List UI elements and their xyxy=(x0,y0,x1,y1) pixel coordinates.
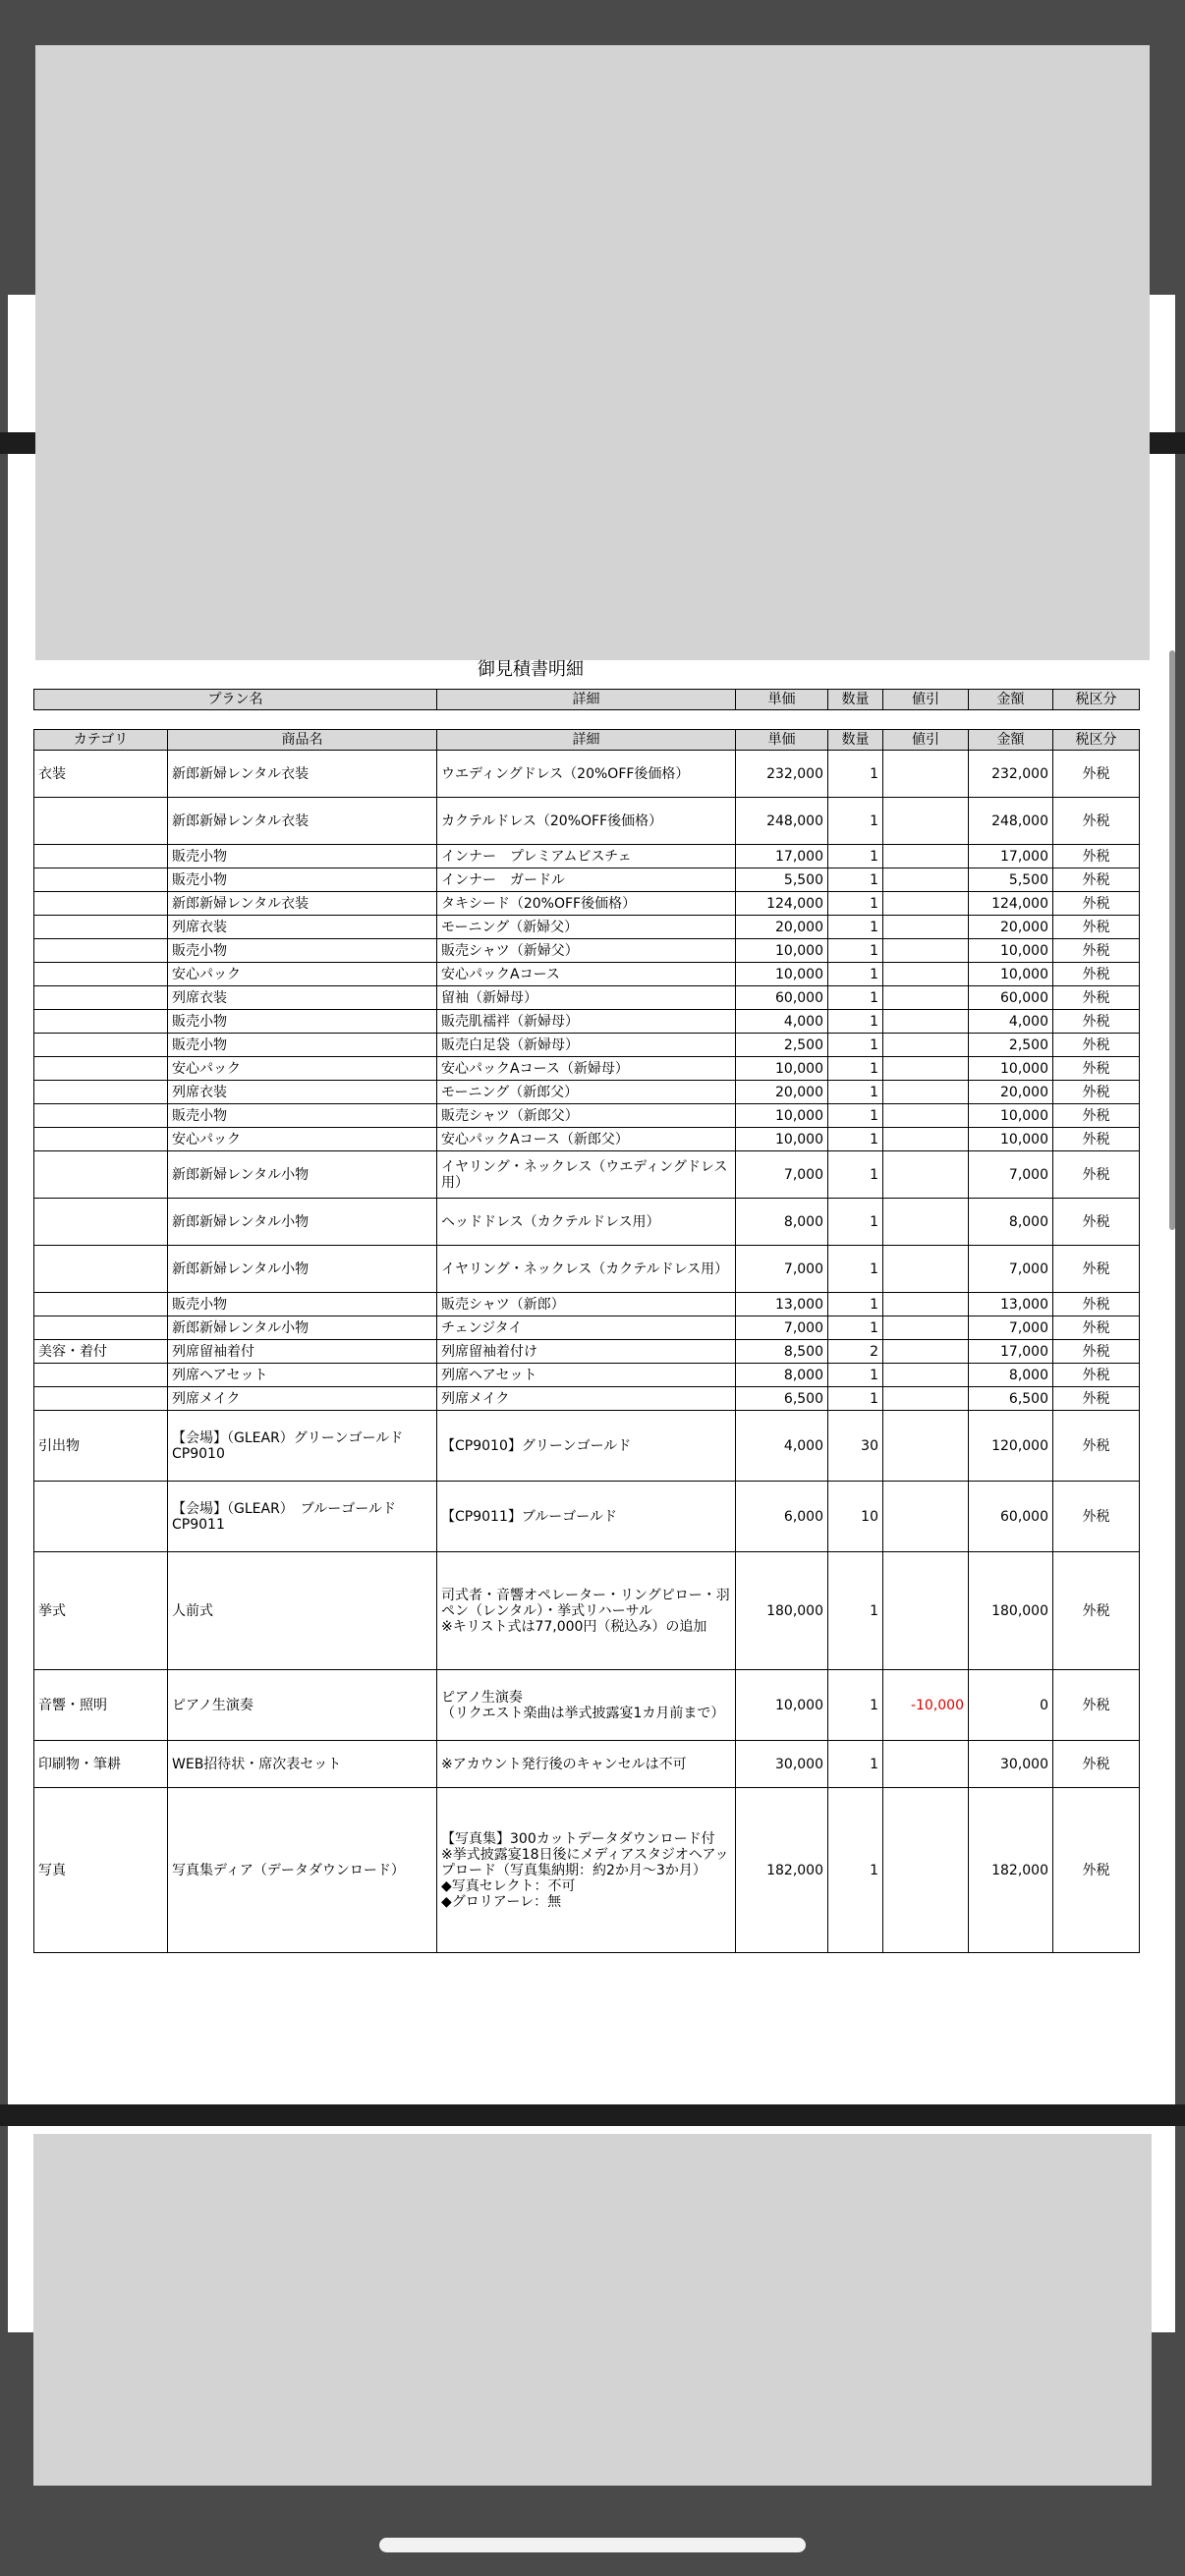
cell-tax-class: 外税 xyxy=(1053,1057,1140,1081)
table-row xyxy=(34,1741,1140,1788)
cell-category xyxy=(34,892,168,916)
cell-discount xyxy=(883,1034,969,1057)
header-tax-class: 税区分 xyxy=(1053,730,1140,751)
cell-quantity: 1 xyxy=(828,751,883,798)
cell-tax-class: 外税 xyxy=(1053,1151,1140,1199)
cell-discount xyxy=(883,916,969,939)
table-row xyxy=(34,1340,1140,1364)
table-row xyxy=(34,845,1140,868)
cell-discount xyxy=(883,751,969,798)
cell-product-name: 安心パック xyxy=(168,1128,437,1151)
cell-product-name: 販売小物 xyxy=(168,1010,437,1034)
cell-product-name: 新郎新婦レンタル小物 xyxy=(168,1199,437,1246)
cell-product-name: 販売小物 xyxy=(168,1104,437,1128)
cell-category xyxy=(34,1316,168,1340)
cell-tax-class: 外税 xyxy=(1053,1670,1140,1741)
cell-category xyxy=(34,916,168,939)
cell-category xyxy=(34,1387,168,1411)
cell-unit-price: 6,000 xyxy=(736,1482,828,1552)
cell-detail: 司式者・音響オペレーター・リングピロー・羽ペン（レンタル）・挙式リハーサル ※キリスト式は77,000円（税込み）の追加 xyxy=(437,1552,736,1670)
cell-category xyxy=(34,845,168,868)
cell-product-name: WEB招待状・席次表セット xyxy=(168,1741,437,1788)
cell-amount: 5,500 xyxy=(969,868,1053,892)
cell-amount: 17,000 xyxy=(969,845,1053,868)
table-row xyxy=(34,1293,1140,1316)
cell-quantity: 1 xyxy=(828,1316,883,1340)
cell-amount: 8,000 xyxy=(969,1199,1053,1246)
table-row xyxy=(34,1010,1140,1034)
cell-detail: 販売白足袋（新婦母） xyxy=(437,1034,736,1057)
cell-discount xyxy=(883,868,969,892)
header-discount: 値引 xyxy=(883,690,969,710)
cell-category xyxy=(34,1364,168,1387)
cell-tax-class: 外税 xyxy=(1053,1081,1140,1104)
cell-detail: 安心パックAコース（新婦母） xyxy=(437,1057,736,1081)
cell-discount xyxy=(883,1340,969,1364)
cell-amount: 0 xyxy=(969,1670,1053,1741)
cell-tax-class: 外税 xyxy=(1053,751,1140,798)
cell-product-name: 【会場】（GLEAR） ブルーゴールド CP9011 xyxy=(168,1482,437,1552)
cell-amount: 6,500 xyxy=(969,1387,1053,1411)
cell-quantity: 1 xyxy=(828,1010,883,1034)
cell-detail: イヤリング・ネックレス（ウエディングドレス用） xyxy=(437,1151,736,1199)
cell-tax-class: 外税 xyxy=(1053,1788,1140,1953)
detail-table-header xyxy=(34,730,1140,751)
cell-category: 音響・照明 xyxy=(34,1670,168,1741)
cell-quantity: 30 xyxy=(828,1411,883,1482)
header-tax-class: 税区分 xyxy=(1053,690,1140,710)
header-detail: 詳細 xyxy=(437,690,736,710)
cell-unit-price: 60,000 xyxy=(736,986,828,1010)
cell-unit-price: 232,000 xyxy=(736,751,828,798)
cell-quantity: 1 xyxy=(828,963,883,986)
cell-category xyxy=(34,1057,168,1081)
table-row xyxy=(34,1552,1140,1670)
cell-tax-class: 外税 xyxy=(1053,1104,1140,1128)
cell-detail: ヘッドドレス（カクテルドレス用） xyxy=(437,1199,736,1246)
cell-discount xyxy=(883,1057,969,1081)
cell-product-name: 新郎新婦レンタル衣装 xyxy=(168,892,437,916)
cell-product-name: 列席衣装 xyxy=(168,916,437,939)
detail-table xyxy=(33,729,1140,1953)
table-row xyxy=(34,1411,1140,1482)
cell-unit-price: 10,000 xyxy=(736,939,828,963)
cell-detail: 列席ヘアセット xyxy=(437,1364,736,1387)
cell-quantity: 1 xyxy=(828,1128,883,1151)
cell-unit-price: 7,000 xyxy=(736,1246,828,1293)
cell-tax-class: 外税 xyxy=(1053,1316,1140,1340)
header-quantity: 数量 xyxy=(828,730,883,751)
cell-discount xyxy=(883,1151,969,1199)
cell-unit-price: 6,500 xyxy=(736,1387,828,1411)
cell-tax-class: 外税 xyxy=(1053,1034,1140,1057)
cell-product-name: 写真集ディア（データダウンロード） xyxy=(168,1788,437,1953)
cell-unit-price: 182,000 xyxy=(736,1788,828,1953)
cell-product-name: 新郎新婦レンタル衣装 xyxy=(168,798,437,845)
cell-amount: 7,000 xyxy=(969,1316,1053,1340)
cell-tax-class: 外税 xyxy=(1053,939,1140,963)
detail-table-body xyxy=(34,751,1140,1953)
cell-detail: 販売肌襦袢（新婦母） xyxy=(437,1010,736,1034)
cell-quantity: 1 xyxy=(828,868,883,892)
cell-discount xyxy=(883,892,969,916)
cell-amount: 120,000 xyxy=(969,1411,1053,1482)
cell-category: 衣装 xyxy=(34,751,168,798)
cell-detail: 販売シャツ（新郎） xyxy=(437,1293,736,1316)
home-indicator[interactable] xyxy=(379,2538,806,2552)
table-row xyxy=(34,1057,1140,1081)
cell-category: 印刷物・筆耕 xyxy=(34,1741,168,1788)
cell-category xyxy=(34,1104,168,1128)
table-row xyxy=(34,1199,1140,1246)
cell-quantity: 2 xyxy=(828,1340,883,1364)
cell-unit-price: 10,000 xyxy=(736,1670,828,1741)
cell-unit-price: 17,000 xyxy=(736,845,828,868)
cell-unit-price: 8,500 xyxy=(736,1340,828,1364)
cell-category xyxy=(34,963,168,986)
cell-tax-class: 外税 xyxy=(1053,1741,1140,1788)
cell-quantity: 1 xyxy=(828,1199,883,1246)
cell-discount xyxy=(883,1364,969,1387)
table-row xyxy=(34,751,1140,798)
cell-unit-price: 10,000 xyxy=(736,963,828,986)
cell-discount xyxy=(883,1387,969,1411)
cell-discount xyxy=(883,1293,969,1316)
cell-product-name: 販売小物 xyxy=(168,845,437,868)
cell-detail: タキシード（20%OFF後価格） xyxy=(437,892,736,916)
cell-quantity: 1 xyxy=(828,986,883,1010)
cell-amount: 10,000 xyxy=(969,1057,1053,1081)
cell-quantity: 10 xyxy=(828,1482,883,1552)
cell-discount xyxy=(883,845,969,868)
cell-unit-price: 2,500 xyxy=(736,1034,828,1057)
cell-category xyxy=(34,1151,168,1199)
cell-detail: モーニング（新婦父） xyxy=(437,916,736,939)
cell-tax-class: 外税 xyxy=(1053,868,1140,892)
cell-detail: チェンジタイ xyxy=(437,1316,736,1340)
redacted-region xyxy=(33,2134,1152,2486)
scrollbar[interactable] xyxy=(1169,650,1175,1230)
cell-discount xyxy=(883,1010,969,1034)
cell-category: 写真 xyxy=(34,1788,168,1953)
cell-amount: 17,000 xyxy=(969,1340,1053,1364)
cell-product-name: 販売小物 xyxy=(168,939,437,963)
cell-product-name: 列席衣装 xyxy=(168,986,437,1010)
cell-discount xyxy=(883,1081,969,1104)
cell-discount xyxy=(883,1741,969,1788)
cell-unit-price: 10,000 xyxy=(736,1128,828,1151)
cell-quantity: 1 xyxy=(828,939,883,963)
cell-category xyxy=(34,1199,168,1246)
cell-quantity: 1 xyxy=(828,1246,883,1293)
cell-discount xyxy=(883,798,969,845)
cell-quantity: 1 xyxy=(828,1104,883,1128)
cell-unit-price: 124,000 xyxy=(736,892,828,916)
cell-tax-class: 外税 xyxy=(1053,916,1140,939)
cell-amount: 180,000 xyxy=(969,1552,1053,1670)
table-row xyxy=(34,1482,1140,1552)
cell-product-name: 販売小物 xyxy=(168,1034,437,1057)
cell-unit-price: 20,000 xyxy=(736,1081,828,1104)
cell-quantity: 1 xyxy=(828,1741,883,1788)
cell-detail: カクテルドレス（20%OFF後価格） xyxy=(437,798,736,845)
cell-product-name: 列席留袖着付 xyxy=(168,1340,437,1364)
cell-amount: 60,000 xyxy=(969,1482,1053,1552)
header-product-name: 商品名 xyxy=(168,730,437,751)
cell-detail: イヤリング・ネックレス（カクテルドレス用） xyxy=(437,1246,736,1293)
cell-product-name: 安心パック xyxy=(168,1057,437,1081)
cell-unit-price: 7,000 xyxy=(736,1316,828,1340)
cell-amount: 2,500 xyxy=(969,1034,1053,1057)
cell-discount xyxy=(883,1246,969,1293)
cell-unit-price: 20,000 xyxy=(736,916,828,939)
plan-table-header xyxy=(34,690,1140,710)
table-row xyxy=(34,868,1140,892)
cell-detail: ※アカウント発行後のキャンセルは不可 xyxy=(437,1741,736,1788)
cell-unit-price: 10,000 xyxy=(736,1057,828,1081)
cell-tax-class: 外税 xyxy=(1053,1246,1140,1293)
header-amount: 金額 xyxy=(969,730,1053,751)
table-row xyxy=(34,916,1140,939)
cell-tax-class: 外税 xyxy=(1053,1411,1140,1482)
cell-amount: 8,000 xyxy=(969,1364,1053,1387)
cell-discount xyxy=(883,1411,969,1482)
cell-quantity: 1 xyxy=(828,1293,883,1316)
cell-tax-class: 外税 xyxy=(1053,1364,1140,1387)
cell-amount: 4,000 xyxy=(969,1010,1053,1034)
cell-unit-price: 4,000 xyxy=(736,1411,828,1482)
cell-tax-class: 外税 xyxy=(1053,845,1140,868)
cell-detail: 【CP9010】グリーンゴールド xyxy=(437,1411,736,1482)
table-row xyxy=(34,986,1140,1010)
cell-detail: 安心パックAコース（新郎父） xyxy=(437,1128,736,1151)
cell-quantity: 1 xyxy=(828,1387,883,1411)
header-unit-price: 単価 xyxy=(736,690,828,710)
cell-detail: インナー プレミアムビスチェ xyxy=(437,845,736,868)
cell-discount xyxy=(883,939,969,963)
cell-detail: モーニング（新郎父） xyxy=(437,1081,736,1104)
cell-unit-price: 180,000 xyxy=(736,1552,828,1670)
cell-quantity: 1 xyxy=(828,1057,883,1081)
cell-detail: 【写真集】300カットデータダウンロード付 ※挙式披露宴18日後にメディアスタジオヘアップロード（写真集納期：約2か月〜3か月） ◆写真セレクト：不可 ◆グロリアーレ：無 xyxy=(437,1788,736,1953)
header-category: カテゴリ xyxy=(34,730,168,751)
cell-quantity: 1 xyxy=(828,1788,883,1953)
cell-unit-price: 8,000 xyxy=(736,1364,828,1387)
cell-product-name: 列席衣装 xyxy=(168,1081,437,1104)
cell-amount: 20,000 xyxy=(969,916,1053,939)
cell-amount: 248,000 xyxy=(969,798,1053,845)
cell-unit-price: 13,000 xyxy=(736,1293,828,1316)
cell-detail: 列席メイク xyxy=(437,1387,736,1411)
cell-category xyxy=(34,868,168,892)
cell-product-name: 新郎新婦レンタル小物 xyxy=(168,1151,437,1199)
cell-detail: 【CP9011】ブルーゴールド xyxy=(437,1482,736,1552)
cell-category xyxy=(34,1010,168,1034)
cell-tax-class: 外税 xyxy=(1053,1293,1140,1316)
cell-amount: 13,000 xyxy=(969,1293,1053,1316)
cell-category xyxy=(34,1034,168,1057)
table-row xyxy=(34,1104,1140,1128)
cell-tax-class: 外税 xyxy=(1053,1199,1140,1246)
cell-amount: 7,000 xyxy=(969,1246,1053,1293)
cell-tax-class: 外税 xyxy=(1053,1010,1140,1034)
cell-unit-price: 30,000 xyxy=(736,1741,828,1788)
cell-unit-price: 4,000 xyxy=(736,1010,828,1034)
header-discount: 値引 xyxy=(883,730,969,751)
cell-quantity: 1 xyxy=(828,1670,883,1741)
cell-tax-class: 外税 xyxy=(1053,963,1140,986)
cell-tax-class: 外税 xyxy=(1053,986,1140,1010)
header-detail: 詳細 xyxy=(437,730,736,751)
cell-product-name: 安心パック xyxy=(168,963,437,986)
cell-product-name: 販売小物 xyxy=(168,1293,437,1316)
cell-product-name: 販売小物 xyxy=(168,868,437,892)
cell-unit-price: 10,000 xyxy=(736,1104,828,1128)
cell-category xyxy=(34,1081,168,1104)
table-row xyxy=(34,1034,1140,1057)
cell-unit-price: 248,000 xyxy=(736,798,828,845)
cell-category: 引出物 xyxy=(34,1411,168,1482)
table-row xyxy=(34,1151,1140,1199)
table-row xyxy=(34,1246,1140,1293)
cell-detail: 販売シャツ（新郎父） xyxy=(437,1104,736,1128)
cell-detail: 安心パックAコース xyxy=(437,963,736,986)
cell-tax-class: 外税 xyxy=(1053,1387,1140,1411)
cell-unit-price: 7,000 xyxy=(736,1151,828,1199)
cell-amount: 182,000 xyxy=(969,1788,1053,1953)
table-row xyxy=(34,1670,1140,1741)
cell-category: 挙式 xyxy=(34,1552,168,1670)
table-row xyxy=(34,939,1140,963)
cell-tax-class: 外税 xyxy=(1053,892,1140,916)
cell-unit-price: 8,000 xyxy=(736,1199,828,1246)
page-divider xyxy=(0,2104,1185,2126)
cell-amount: 10,000 xyxy=(969,939,1053,963)
cell-quantity: 1 xyxy=(828,892,883,916)
redacted-region xyxy=(35,45,1150,660)
header-amount: 金額 xyxy=(969,690,1053,710)
table-row xyxy=(34,1128,1140,1151)
cell-tax-class: 外税 xyxy=(1053,1552,1140,1670)
cell-discount xyxy=(883,1104,969,1128)
cell-category xyxy=(34,986,168,1010)
table-row xyxy=(34,892,1140,916)
cell-amount: 10,000 xyxy=(969,1104,1053,1128)
cell-product-name: 新郎新婦レンタル小物 xyxy=(168,1316,437,1340)
cell-category xyxy=(34,798,168,845)
table-row xyxy=(34,963,1140,986)
cell-product-name: 【会場】（GLEAR）グリーンゴールド CP9010 xyxy=(168,1411,437,1482)
cell-quantity: 1 xyxy=(828,1034,883,1057)
cell-discount: -10,000 xyxy=(883,1670,969,1741)
table-row xyxy=(34,1081,1140,1104)
cell-product-name: 列席メイク xyxy=(168,1387,437,1411)
cell-amount: 7,000 xyxy=(969,1151,1053,1199)
cell-quantity: 1 xyxy=(828,845,883,868)
cell-detail: ウエディングドレス（20%OFF後価格） xyxy=(437,751,736,798)
cell-discount xyxy=(883,963,969,986)
cell-amount: 20,000 xyxy=(969,1081,1053,1104)
cell-quantity: 1 xyxy=(828,916,883,939)
cell-tax-class: 外税 xyxy=(1053,1482,1140,1552)
cell-amount: 60,000 xyxy=(969,986,1053,1010)
document-title: 御見積書明細 xyxy=(478,659,584,680)
cell-tax-class: 外税 xyxy=(1053,1128,1140,1151)
cell-tax-class: 外税 xyxy=(1053,1340,1140,1364)
cell-product-name: ピアノ生演奏 xyxy=(168,1670,437,1741)
cell-category: 美容・着付 xyxy=(34,1340,168,1364)
cell-detail: ピアノ生演奏 （リクエスト楽曲は挙式披露宴1カ月前まで） xyxy=(437,1670,736,1741)
cell-unit-price: 5,500 xyxy=(736,868,828,892)
cell-category xyxy=(34,1246,168,1293)
cell-category xyxy=(34,1128,168,1151)
cell-discount xyxy=(883,1482,969,1552)
cell-quantity: 1 xyxy=(828,798,883,845)
header-plan-name: プラン名 xyxy=(34,690,437,710)
cell-discount xyxy=(883,1788,969,1953)
cell-amount: 30,000 xyxy=(969,1741,1053,1788)
cell-detail: インナー ガードル xyxy=(437,868,736,892)
cell-product-name: 新郎新婦レンタル衣装 xyxy=(168,751,437,798)
table-row xyxy=(34,1788,1140,1953)
plan-table xyxy=(33,689,1140,710)
cell-amount: 232,000 xyxy=(969,751,1053,798)
cell-tax-class: 外税 xyxy=(1053,798,1140,845)
cell-discount xyxy=(883,1552,969,1670)
cell-quantity: 1 xyxy=(828,1151,883,1199)
cell-product-name: 人前式 xyxy=(168,1552,437,1670)
cell-discount xyxy=(883,1316,969,1340)
cell-quantity: 1 xyxy=(828,1364,883,1387)
table-row xyxy=(34,798,1140,845)
table-row xyxy=(34,1387,1140,1411)
cell-amount: 10,000 xyxy=(969,1128,1053,1151)
table-row xyxy=(34,1364,1140,1387)
cell-detail: 列席留袖着付け xyxy=(437,1340,736,1364)
cell-discount xyxy=(883,1199,969,1246)
cell-amount: 124,000 xyxy=(969,892,1053,916)
cell-category xyxy=(34,1293,168,1316)
cell-discount xyxy=(883,1128,969,1151)
cell-detail: 販売シャツ（新婦父） xyxy=(437,939,736,963)
cell-product-name: 新郎新婦レンタル小物 xyxy=(168,1246,437,1293)
cell-quantity: 1 xyxy=(828,1081,883,1104)
cell-detail: 留袖（新婦母） xyxy=(437,986,736,1010)
cell-discount xyxy=(883,986,969,1010)
cell-product-name: 列席ヘアセット xyxy=(168,1364,437,1387)
cell-category xyxy=(34,1482,168,1552)
cell-amount: 10,000 xyxy=(969,963,1053,986)
cell-quantity: 1 xyxy=(828,1552,883,1670)
header-quantity: 数量 xyxy=(828,690,883,710)
table-row xyxy=(34,1316,1140,1340)
header-unit-price: 単価 xyxy=(736,730,828,751)
cell-category xyxy=(34,939,168,963)
